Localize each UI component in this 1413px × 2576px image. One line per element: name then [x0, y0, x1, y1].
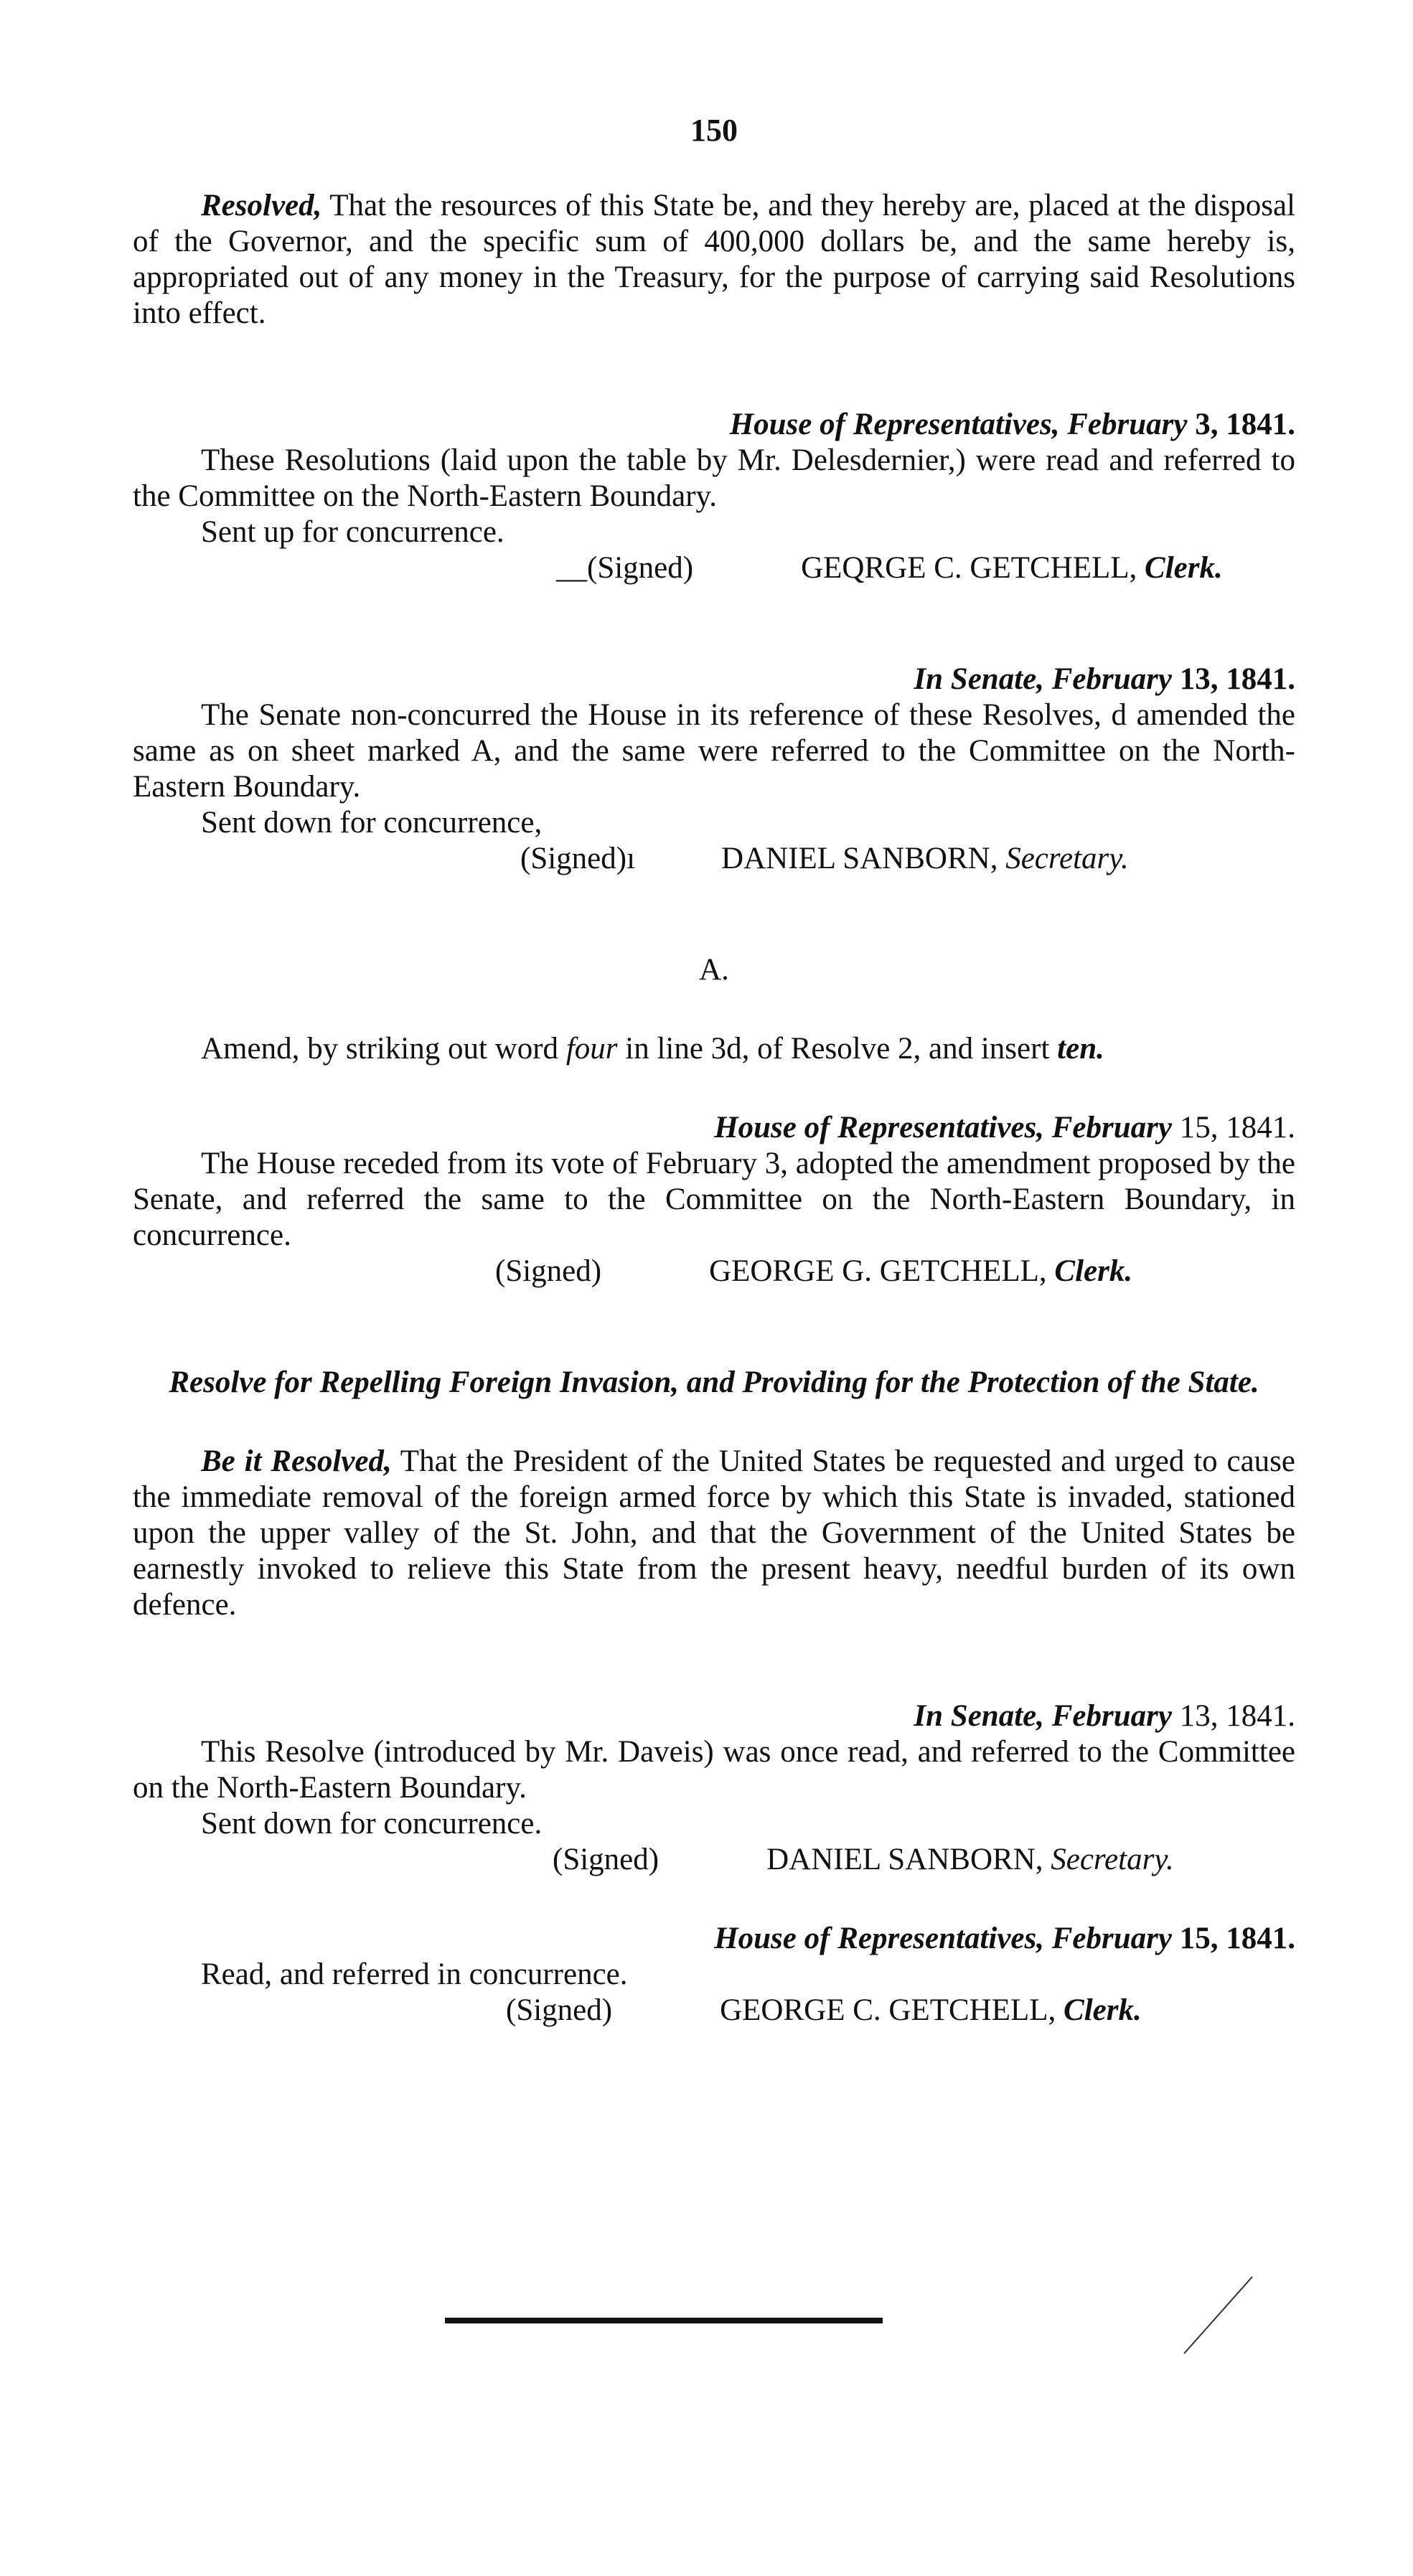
senate-feb13b-signature: [133, 1842, 1295, 1878]
signed-label: (Signed): [495, 1254, 602, 1288]
amendment-heading: A.: [699, 953, 729, 987]
resolution-lead: Resolved,: [201, 189, 322, 222]
house-feb15b-heading: House of Representatives, February 15, 1841.: [714, 1922, 1295, 1955]
senate-feb13b-heading: In Senate, February 13, 1841.: [914, 1699, 1295, 1733]
signer-name: GEORGE G. GETCHELL, Clerk.: [709, 1254, 1133, 1288]
house-feb15-signature: [133, 1254, 1295, 1289]
pencil-stroke-mark: [1177, 2271, 1263, 2357]
house-feb15-heading: House of Representatives, February 15, 1841.: [714, 1111, 1295, 1144]
house-feb15b-body: Read, and referred in concurrence.: [201, 1957, 628, 1991]
house-feb15-body: The House receded from its vote of February 3, adopted the amendment proposed by the Senate, and referred the same to the Committee on the North-Eastern Boundary, in concurrence.: [133, 1147, 1295, 1252]
house-feb3-body: These Resolutions (laid upon the table by Mr. Delesdernier,) were read and referred to the Committee on the North-Eastern Boundary.: [133, 443, 1295, 513]
senate-feb13-note: Sent down for concurrence,: [201, 806, 543, 840]
senate-feb13-body: The Senate non-concurred the House in its reference of these Resolves, d amended the same as on sheet marked A, and the same were referred to the Committee on the North-Eastern Boundary.: [133, 698, 1295, 804]
signed-label: (Signed): [506, 1993, 613, 2027]
resolution-text: [133, 188, 1295, 332]
senate-feb13-signature: [133, 841, 1295, 877]
house-feb3-signature: [133, 550, 1295, 586]
house-feb3-note: Sent up for concurrence.: [201, 515, 504, 549]
signed-label: (Signed): [553, 1843, 659, 1876]
closing-rule: [445, 2318, 883, 2323]
resolve-title: Resolve for Repelling Foreign Invasion, and Providing for the Protection of the State.: [169, 1365, 1259, 1399]
signed-label: __(Signed): [556, 551, 694, 585]
document-page: [133, 115, 1295, 2029]
signer-name: DANIEL SANBORN, Secretary.: [766, 1843, 1174, 1876]
house-feb15b-signature: [133, 1993, 1295, 2029]
page-number: 150: [690, 113, 738, 148]
house-feb3-heading: House of Representatives, February 3, 1841.: [729, 408, 1295, 441]
senate-feb13b-note: Sent down for concurrence.: [201, 1807, 543, 1841]
senate-feb13-heading: In Senate, February 13, 1841.: [914, 662, 1295, 696]
resolution-body: That the resources of this State be, and they hereby are, placed at the disposal of the Governor, and the specific sum of 400,000 dollars be, and the same hereby is, appropriated out of any money in the Treasury, for the purpose of carrying said Resolutions into effect.: [133, 189, 1295, 330]
signer-name: GEORGE C. GETCHELL, Clerk.: [720, 1993, 1142, 2027]
signer-name: DANIEL SANBORN, Secretary.: [721, 842, 1129, 875]
signed-label: (Signed)ı: [520, 842, 636, 875]
signer-name: GEQRGE C. GETCHELL, Clerk.: [801, 551, 1223, 585]
senate-feb13b-body: This Resolve (introduced by Mr. Daveis) was once read, and referred to the Committee on the North-Eastern Boundary.: [133, 1735, 1295, 1805]
amendment-text: Amend, by striking out word four in line 3d, of Resolve 2, and insert ten.: [201, 1032, 1104, 1066]
resolve-body: Be it Resolved, That the President of the United States be requested and urged to cause the immediate removal of the foreign armed force by which this State is invaded, stationed upon the upper valley of the St. John, and that the Government of the United States be earnestly invoked to relieve this State from the present heavy, needful burden of its own defence.: [133, 1444, 1295, 1622]
